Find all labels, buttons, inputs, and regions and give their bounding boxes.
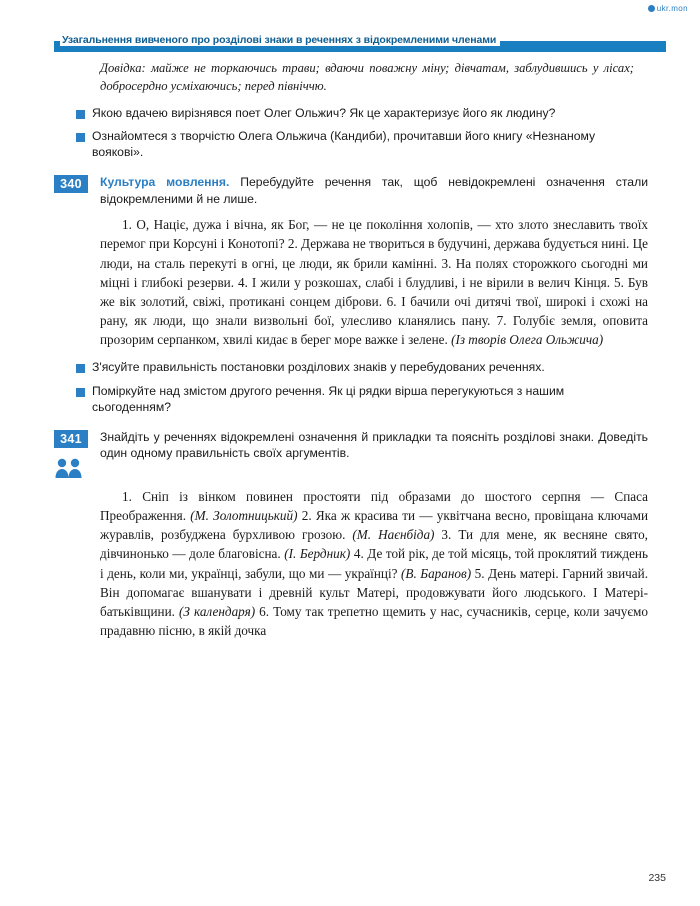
exercise-340-sentences bbox=[54, 215, 658, 349]
square-bullet-icon bbox=[76, 110, 85, 119]
sentence-text: 4. Де той рік, де той місяць, той проклятий тиждень і день, коли ми, українці, забули, що ми — українці? bbox=[100, 546, 649, 581]
list-item-text: Поміркуйте над змістом другого речення. Як ці рядки вірша перегукуються з нашим сьогоденням? bbox=[92, 383, 565, 414]
list-item bbox=[54, 105, 658, 121]
citation-source: (В. Баранов) bbox=[401, 565, 472, 581]
list-item bbox=[54, 383, 658, 415]
exercise-341 bbox=[54, 429, 658, 479]
exercise-instruction bbox=[100, 429, 648, 479]
list-item bbox=[54, 128, 658, 160]
sentence-text: 5. День матері. Гарний звичай. Він допомагає вшанувати і древній культ Матері, продовжувати його людського. І Матері-батьківщини. bbox=[100, 565, 648, 619]
publisher-logo bbox=[648, 4, 688, 13]
dovidka-paragraph bbox=[54, 60, 658, 96]
page-content bbox=[54, 60, 658, 640]
square-bullet-icon bbox=[76, 133, 85, 142]
exercise-task-text: Знайдіть у реченнях відокремлені означення й прикладки та поясніть розділові знаки. Доведіть один одному правильність своїх аргументів. bbox=[100, 429, 648, 461]
list-item-text: Якою вдачею вирізнявся поет Олег Ольжич? Як це характеризує його як людину? bbox=[92, 105, 556, 120]
citation-source: (І. Бердник) bbox=[284, 546, 351, 562]
logo-dot-icon bbox=[648, 5, 655, 12]
exercise-341-sentences bbox=[54, 487, 658, 640]
exercise-340 bbox=[54, 174, 658, 207]
exercise-number-badge: 341 bbox=[54, 430, 88, 448]
exercise-number-column bbox=[54, 174, 100, 207]
list-item bbox=[54, 359, 658, 375]
exercise-340-source: (Із творів Олега Ольжича) bbox=[447, 332, 604, 348]
exercise-title: Культура мовлення. bbox=[100, 175, 230, 190]
exercise-task-text: Перебудуйте речення так, щоб невідокремлені означення стали відокремленими й не лише. bbox=[100, 175, 648, 206]
square-bullet-icon bbox=[76, 364, 85, 373]
exercise-number-badge: 340 bbox=[54, 175, 88, 193]
logo-label: ukr.mon bbox=[656, 4, 688, 13]
square-bullet-icon bbox=[76, 388, 85, 397]
citation-source: (З календаря) bbox=[179, 603, 256, 619]
running-head bbox=[54, 34, 666, 51]
exercise-number-column bbox=[54, 429, 100, 479]
page-number: 235 bbox=[648, 872, 666, 884]
running-head-title: Узагальнення вивченого про розділові знаки в реченнях з відокремленими членами bbox=[60, 34, 500, 46]
dovidka-text: майже не торкаючись трави; вдаючи поважну міну; дівчатам, заблудившись у лісах; добросердно усміхаючись; перед північчю. bbox=[100, 61, 634, 93]
list-item-text: Ознайомтеся з творчістю Олега Ольжича (Кандиби), прочитавши його книгу «Незнаному вояковi». bbox=[92, 128, 596, 160]
citation-source: (М. Золотницький) bbox=[190, 508, 298, 524]
sentence-text: 2. Яка ж красива ти — уквітчана весно, провіщана ключами журавлів, розбуджена бурхливою грозою. bbox=[100, 508, 648, 543]
exercise-340-body-text: 1. О, Націє, дужа і вічна, як Бог, — не це покоління холопів, — хто злото знеславить твоїх перемог при Корсуні і Конотопі? 2. Держава не твориться в будучині, держава будується нині. Це люди, на сталь перекуті в огні, це люди, як брили камінні. 3. На полях сторожкого сьогодні ми міцні і глибокі резерви. 4. І жили у розкошах, слабі і блудливі, і не вірили в велич Кінця. 5. Був же вік золотий, свіжі, протикані сонцем діброви. 6. І бачили очі дитячі твої, широкі і схожі на рану, як люди, що знали визвольні бої, улесливо кланялись пану. 7. Голубіє земля, оповита прозорим серпанком, хвилі кидає в берег море важке і зелене. bbox=[100, 217, 649, 348]
sentence-text: 3. Ти для мене, як весняне свято, дівчинонько — доле благовісна. bbox=[100, 527, 648, 562]
people-icon bbox=[54, 457, 84, 479]
citation-source: (М. Наєнбіда) bbox=[352, 527, 435, 543]
dovidka-label: Довідка: bbox=[100, 61, 146, 75]
list-item-text: З'ясуйте правильність постановки розділових знаків у перебудованих реченнях. bbox=[92, 360, 545, 375]
exercise-instruction bbox=[100, 174, 648, 207]
sentence-text: 6. Тому так трепетно щемить у нас, сучасників, серце, коли зачуємо прадавню пісню, в якій дочка bbox=[100, 603, 648, 638]
sentence-text: 1. Сніп із вінком повинен простояти під образами до шостого серпня — Спаса Преображення. bbox=[100, 488, 648, 524]
exercise-341-body-text bbox=[100, 489, 648, 638]
